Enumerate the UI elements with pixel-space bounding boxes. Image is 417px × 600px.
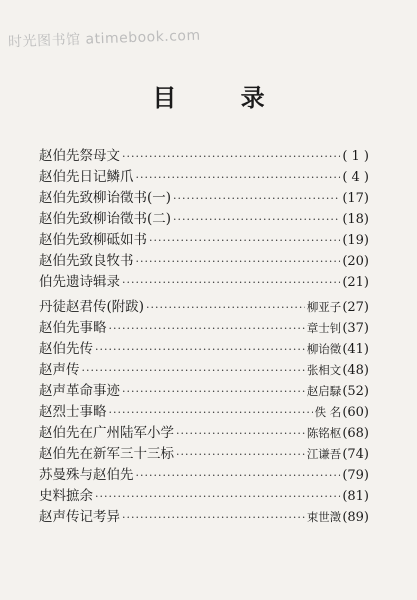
- dot-leader: [149, 230, 340, 251]
- toc-entry: [39, 360, 369, 381]
- toc-entry: [39, 188, 369, 209]
- toc-entry: [39, 318, 369, 339]
- toc-entry-title: 赵伯先在新军三十三标: [39, 446, 174, 462]
- dot-leader: [146, 297, 305, 318]
- dot-leader: [176, 444, 305, 465]
- toc-entry-author: 陈铭枢: [306, 426, 342, 440]
- toc-entry: [39, 146, 369, 167]
- toc-entry-author: 章士钊: [306, 321, 342, 335]
- toc-entry-page: (27): [342, 300, 369, 315]
- toc-entry-title: 丹徒赵君传(附跋): [39, 299, 145, 315]
- dot-leader: [109, 318, 305, 339]
- toc-entry-page: (20): [342, 254, 369, 269]
- dot-leader: [95, 486, 340, 507]
- toc-entry: [39, 381, 369, 402]
- toc-entry-page: (89): [342, 510, 369, 525]
- toc-entry-title: 赵伯先致柳诒徵书(一): [39, 190, 172, 206]
- dot-leader: [122, 507, 305, 528]
- toc-entry-author: 柳亚子: [306, 300, 342, 314]
- toc-entry-title: 伯先遗诗辑录: [39, 274, 120, 290]
- toc-entry-page: (52): [342, 384, 369, 399]
- toc-entry-title: 赵伯先传: [39, 341, 93, 357]
- page-title: 目 录: [152, 83, 293, 112]
- toc-entry-title: 赵伯先祭母文: [39, 148, 120, 164]
- toc-entry-page: ( 1 ): [342, 149, 369, 164]
- toc-entry: [39, 251, 369, 272]
- toc-entry-title: 赵伯先致柳诒徵书(二): [39, 211, 172, 227]
- toc-entry: [39, 444, 369, 465]
- toc-entry: [39, 486, 369, 507]
- toc-entry: [39, 209, 369, 230]
- toc-entry-author: 束世澂: [306, 510, 342, 524]
- toc-entry-page: (21): [342, 275, 369, 290]
- toc-entry-title: 苏曼殊与赵伯先: [39, 467, 134, 483]
- toc-entry: [39, 507, 369, 528]
- toc-entry-title: 赵伯先日记鳞爪: [39, 169, 134, 185]
- dot-leader: [109, 402, 313, 423]
- toc-entry: [39, 402, 369, 423]
- toc-entry-author: 张相文: [306, 363, 342, 377]
- toc-entry-title: 赵伯先致柳砥如书: [39, 232, 147, 248]
- dot-leader: [122, 146, 340, 167]
- dot-leader: [95, 339, 305, 360]
- toc-entry-page: (74): [342, 447, 369, 462]
- toc-entry-page: (18): [342, 212, 369, 227]
- toc-entry-page: (60): [342, 405, 369, 420]
- toc-entry-title: 史料摭余: [39, 488, 93, 504]
- toc-entry-title: 赵伯先在广州陆军小学: [39, 425, 174, 441]
- toc-entry-page: (48): [342, 363, 369, 378]
- toc-entry: [39, 272, 369, 293]
- toc-entry-title: 赵声传记考异: [39, 509, 120, 525]
- toc-entry-title: 赵伯先致良牧书: [39, 253, 134, 269]
- toc-entry: [39, 230, 369, 251]
- watermark: 时光图书馆 atimebook.com: [7, 27, 201, 51]
- dot-leader: [136, 251, 341, 272]
- toc-entry: [39, 167, 369, 188]
- dot-leader: [136, 167, 341, 188]
- toc-entry: [39, 339, 369, 360]
- toc-entry-author: 江谦吾: [306, 447, 342, 461]
- toc-entry: [39, 297, 369, 318]
- toc-entry-author: 佚 名: [314, 405, 342, 419]
- toc-entry-page: ( 4 ): [342, 170, 369, 185]
- toc-entry-page: (79): [342, 468, 369, 483]
- toc-entry: [39, 465, 369, 486]
- dot-leader: [176, 423, 305, 444]
- toc-entry-author: 柳诒徵: [306, 342, 342, 356]
- dot-leader: [173, 188, 340, 209]
- dot-leader: [122, 381, 305, 402]
- toc-section-1: [39, 146, 369, 293]
- dot-leader: [122, 272, 340, 293]
- toc-entry: [39, 423, 369, 444]
- toc-entry-page: (41): [342, 342, 369, 357]
- dot-leader: [136, 465, 341, 486]
- toc-entry-page: (81): [342, 489, 369, 504]
- toc-entry-title: 赵伯先事略: [39, 320, 107, 336]
- dot-leader: [82, 360, 305, 381]
- toc-entry-page: (17): [342, 191, 369, 206]
- toc-entry-title: 赵声传: [39, 362, 80, 378]
- toc-entry-title: 赵烈士事略: [39, 404, 107, 420]
- toc-section-2: [39, 297, 369, 528]
- toc-entry-page: (37): [342, 321, 369, 336]
- dot-leader: [173, 209, 340, 230]
- toc-entry-page: (19): [342, 233, 369, 248]
- toc-entry-author: 赵启騄: [306, 384, 342, 398]
- toc-entry-page: (68): [342, 426, 369, 441]
- toc-entry-title: 赵声革命事迹: [39, 383, 120, 399]
